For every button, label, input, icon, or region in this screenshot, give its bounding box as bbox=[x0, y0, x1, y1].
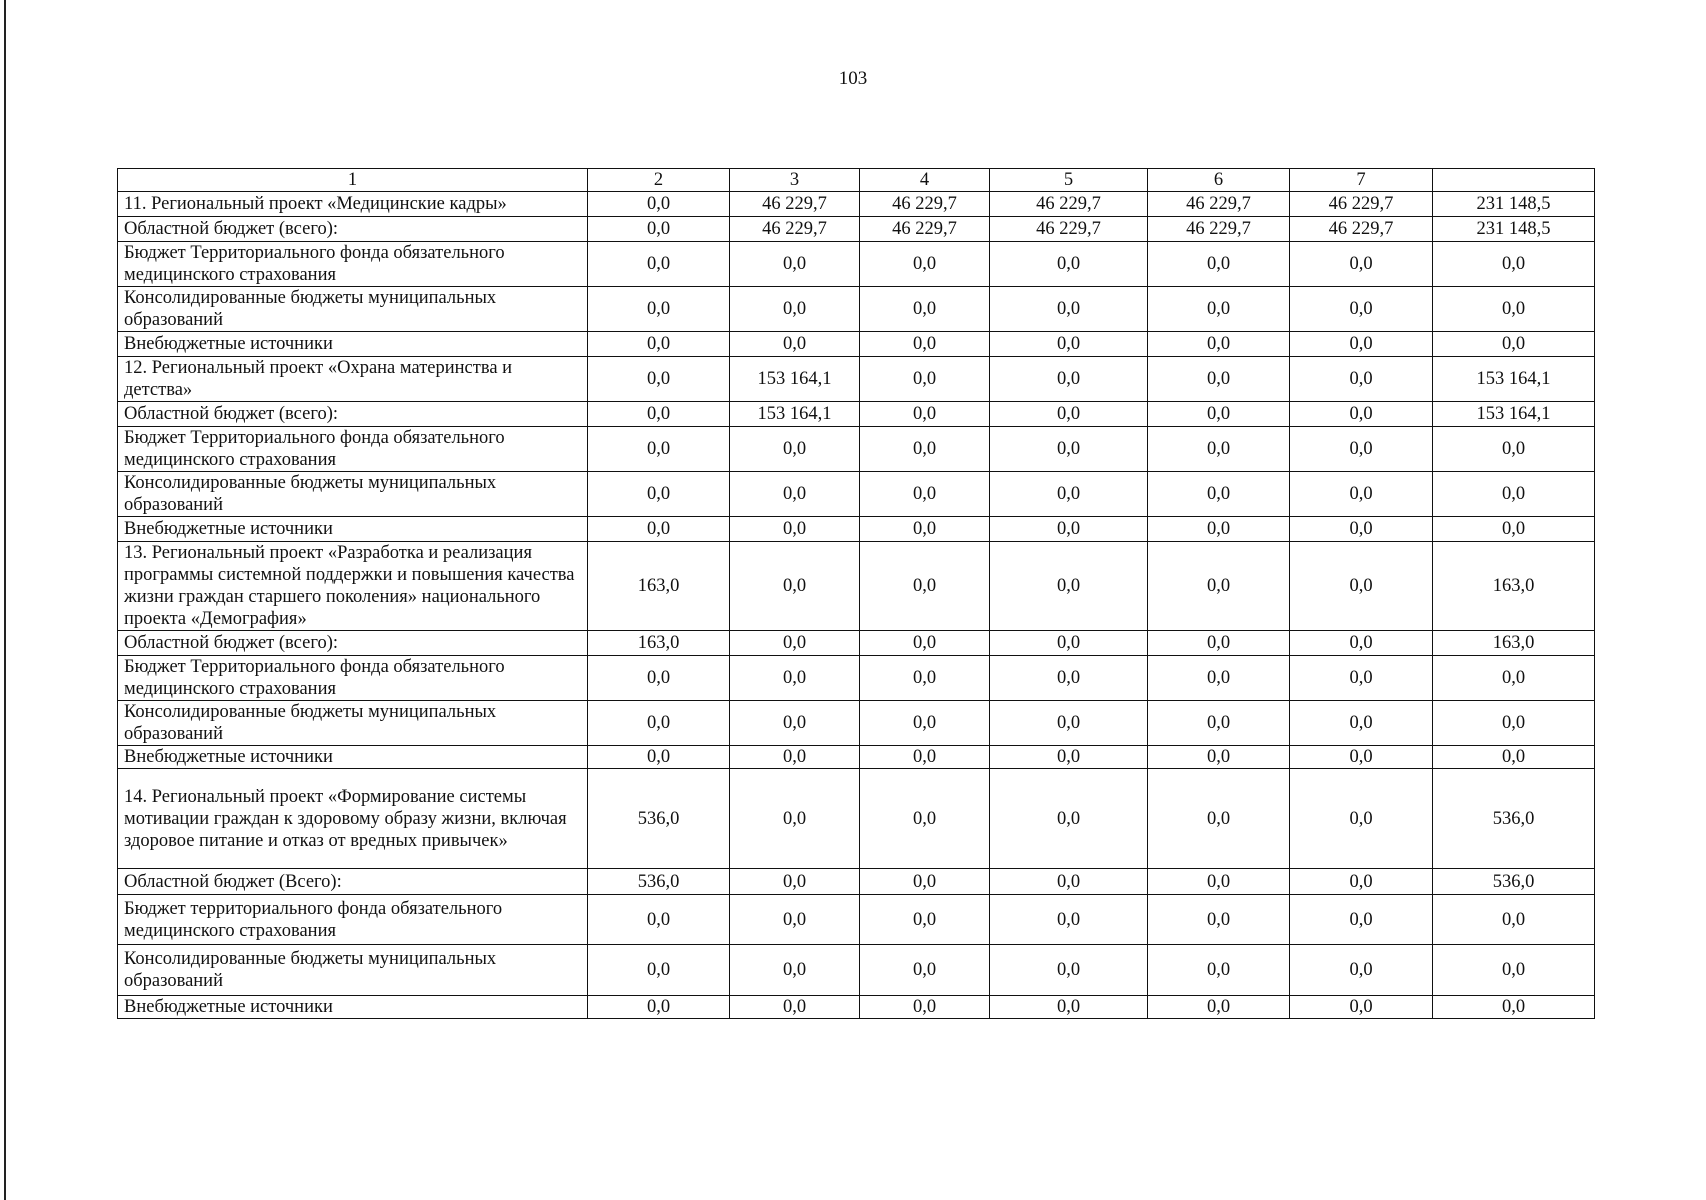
value-cell: 0,0 bbox=[730, 656, 860, 701]
value-cell: 46 229,7 bbox=[1148, 192, 1290, 217]
value-cell: 0,0 bbox=[1290, 945, 1433, 996]
value-cell: 0,0 bbox=[1433, 427, 1595, 472]
value-cell: 163,0 bbox=[1433, 631, 1595, 656]
row-label: Внебюджетные источники bbox=[118, 517, 588, 542]
value-cell: 0,0 bbox=[1433, 656, 1595, 701]
value-cell: 0,0 bbox=[730, 332, 860, 357]
value-cell: 0,0 bbox=[1290, 517, 1433, 542]
column-header: 2 bbox=[588, 169, 730, 192]
row-label: Областной бюджет (всего): bbox=[118, 217, 588, 242]
value-cell: 0,0 bbox=[860, 945, 990, 996]
value-cell: 0,0 bbox=[860, 656, 990, 701]
value-cell: 46 229,7 bbox=[990, 217, 1148, 242]
row-label: 11. Региональный проект «Медицинские кадры» bbox=[118, 192, 588, 217]
value-cell: 0,0 bbox=[588, 192, 730, 217]
value-cell: 0,0 bbox=[860, 746, 990, 769]
value-cell: 0,0 bbox=[1290, 656, 1433, 701]
value-cell: 46 229,7 bbox=[860, 192, 990, 217]
value-cell: 46 229,7 bbox=[990, 192, 1148, 217]
table-row bbox=[118, 472, 1595, 517]
table-row bbox=[118, 746, 1595, 769]
value-cell: 0,0 bbox=[1148, 287, 1290, 332]
value-cell: 46 229,7 bbox=[1290, 217, 1433, 242]
value-cell: 0,0 bbox=[1148, 945, 1290, 996]
row-label: Консолидированные бюджеты муниципальных образований bbox=[118, 472, 588, 517]
value-cell: 0,0 bbox=[730, 517, 860, 542]
value-cell: 0,0 bbox=[730, 769, 860, 869]
value-cell: 0,0 bbox=[730, 996, 860, 1019]
value-cell: 0,0 bbox=[1433, 287, 1595, 332]
value-cell: 0,0 bbox=[1148, 402, 1290, 427]
value-cell: 0,0 bbox=[990, 402, 1148, 427]
value-cell: 0,0 bbox=[860, 701, 990, 746]
table-row bbox=[118, 517, 1595, 542]
value-cell: 0,0 bbox=[1433, 746, 1595, 769]
value-cell: 0,0 bbox=[860, 427, 990, 472]
table-row bbox=[118, 402, 1595, 427]
value-cell: 0,0 bbox=[1290, 357, 1433, 402]
value-cell: 0,0 bbox=[1148, 542, 1290, 631]
value-cell: 231 148,5 bbox=[1433, 217, 1595, 242]
value-cell: 0,0 bbox=[1290, 769, 1433, 869]
value-cell: 0,0 bbox=[588, 517, 730, 542]
value-cell: 0,0 bbox=[730, 631, 860, 656]
value-cell: 0,0 bbox=[1290, 402, 1433, 427]
value-cell: 0,0 bbox=[1148, 869, 1290, 895]
value-cell: 46 229,7 bbox=[860, 217, 990, 242]
value-cell: 0,0 bbox=[990, 357, 1148, 402]
table-row bbox=[118, 631, 1595, 656]
value-cell: 0,0 bbox=[588, 402, 730, 427]
page-number: 103 bbox=[838, 68, 868, 89]
row-label: Внебюджетные источники bbox=[118, 746, 588, 769]
value-cell: 0,0 bbox=[990, 242, 1148, 287]
value-cell: 0,0 bbox=[860, 996, 990, 1019]
column-header: 5 bbox=[990, 169, 1148, 192]
value-cell: 0,0 bbox=[1148, 427, 1290, 472]
table-row bbox=[118, 427, 1595, 472]
value-cell: 0,0 bbox=[860, 542, 990, 631]
value-cell: 0,0 bbox=[730, 945, 860, 996]
value-cell: 0,0 bbox=[1433, 945, 1595, 996]
table-row bbox=[118, 701, 1595, 746]
column-header: 3 bbox=[730, 169, 860, 192]
value-cell: 0,0 bbox=[1148, 746, 1290, 769]
value-cell: 0,0 bbox=[990, 631, 1148, 656]
value-cell: 153 164,1 bbox=[730, 357, 860, 402]
value-cell: 0,0 bbox=[1148, 517, 1290, 542]
value-cell: 0,0 bbox=[588, 427, 730, 472]
value-cell: 0,0 bbox=[1148, 357, 1290, 402]
row-label: Консолидированные бюджеты муниципальных образований bbox=[118, 287, 588, 332]
value-cell: 0,0 bbox=[1148, 332, 1290, 357]
value-cell: 0,0 bbox=[990, 472, 1148, 517]
value-cell: 536,0 bbox=[588, 769, 730, 869]
value-cell: 0,0 bbox=[990, 701, 1148, 746]
value-cell: 0,0 bbox=[1433, 242, 1595, 287]
value-cell: 0,0 bbox=[1290, 869, 1433, 895]
value-cell: 0,0 bbox=[990, 287, 1148, 332]
value-cell: 0,0 bbox=[730, 242, 860, 287]
value-cell: 0,0 bbox=[1290, 242, 1433, 287]
value-cell: 0,0 bbox=[730, 869, 860, 895]
value-cell: 0,0 bbox=[1290, 746, 1433, 769]
value-cell: 0,0 bbox=[588, 656, 730, 701]
value-cell: 0,0 bbox=[860, 402, 990, 427]
table-row bbox=[118, 217, 1595, 242]
value-cell: 0,0 bbox=[1148, 242, 1290, 287]
value-cell: 0,0 bbox=[730, 287, 860, 332]
value-cell: 231 148,5 bbox=[1433, 192, 1595, 217]
column-header bbox=[1433, 169, 1595, 192]
value-cell: 0,0 bbox=[588, 217, 730, 242]
column-header: 4 bbox=[860, 169, 990, 192]
value-cell: 46 229,7 bbox=[1290, 192, 1433, 217]
row-label: 13. Региональный проект «Разработка и реализация программы системной поддержки и повышения качества жизни граждан старшего поколения» национального проекта «Демография» bbox=[118, 542, 588, 631]
value-cell: 0,0 bbox=[588, 242, 730, 287]
value-cell: 0,0 bbox=[1290, 287, 1433, 332]
value-cell: 0,0 bbox=[588, 332, 730, 357]
value-cell: 0,0 bbox=[860, 517, 990, 542]
value-cell: 0,0 bbox=[1290, 332, 1433, 357]
value-cell: 0,0 bbox=[990, 746, 1148, 769]
value-cell: 0,0 bbox=[588, 472, 730, 517]
value-cell: 163,0 bbox=[588, 631, 730, 656]
value-cell: 0,0 bbox=[1290, 701, 1433, 746]
value-cell: 163,0 bbox=[588, 542, 730, 631]
value-cell: 0,0 bbox=[860, 332, 990, 357]
value-cell: 0,0 bbox=[1433, 332, 1595, 357]
value-cell: 0,0 bbox=[730, 701, 860, 746]
value-cell: 0,0 bbox=[588, 945, 730, 996]
value-cell: 0,0 bbox=[1290, 427, 1433, 472]
table-row bbox=[118, 996, 1595, 1019]
row-label: Бюджет Территориального фонда обязательного медицинского страхования bbox=[118, 427, 588, 472]
value-cell: 0,0 bbox=[1148, 996, 1290, 1019]
value-cell: 0,0 bbox=[860, 357, 990, 402]
row-label: 14. Региональный проект «Формирование системы мотивации граждан к здоровому образу жизни, включая здоровое питание и отказ от вредных привычек» bbox=[118, 769, 588, 869]
value-cell: 0,0 bbox=[588, 895, 730, 945]
value-cell: 0,0 bbox=[730, 472, 860, 517]
value-cell: 0,0 bbox=[1290, 996, 1433, 1019]
row-label: Бюджет Территориального фонда обязательного медицинского страхования bbox=[118, 242, 588, 287]
scan-edge-line bbox=[4, 0, 6, 1200]
value-cell: 0,0 bbox=[1290, 895, 1433, 945]
value-cell: 0,0 bbox=[1290, 542, 1433, 631]
value-cell: 0,0 bbox=[860, 895, 990, 945]
column-header: 7 bbox=[1290, 169, 1433, 192]
table-row bbox=[118, 895, 1595, 945]
value-cell: 0,0 bbox=[588, 996, 730, 1019]
value-cell: 0,0 bbox=[1433, 996, 1595, 1019]
value-cell: 0,0 bbox=[1290, 631, 1433, 656]
row-label: Областной бюджет (Всего): bbox=[118, 869, 588, 895]
value-cell: 0,0 bbox=[730, 427, 860, 472]
value-cell: 153 164,1 bbox=[1433, 402, 1595, 427]
table-row bbox=[118, 769, 1595, 869]
table-header-row bbox=[118, 169, 1595, 192]
value-cell: 0,0 bbox=[860, 869, 990, 895]
value-cell: 0,0 bbox=[588, 746, 730, 769]
value-cell: 46 229,7 bbox=[730, 217, 860, 242]
value-cell: 0,0 bbox=[1433, 895, 1595, 945]
value-cell: 0,0 bbox=[730, 542, 860, 631]
value-cell: 0,0 bbox=[1433, 517, 1595, 542]
value-cell: 0,0 bbox=[730, 746, 860, 769]
table-row bbox=[118, 656, 1595, 701]
value-cell: 0,0 bbox=[588, 701, 730, 746]
value-cell: 0,0 bbox=[588, 357, 730, 402]
row-label: Внебюджетные источники bbox=[118, 996, 588, 1019]
value-cell: 0,0 bbox=[990, 542, 1148, 631]
row-label: Бюджет Территориального фонда обязательного медицинского страхования bbox=[118, 656, 588, 701]
value-cell: 163,0 bbox=[1433, 542, 1595, 631]
value-cell: 536,0 bbox=[1433, 769, 1595, 869]
value-cell: 0,0 bbox=[1148, 472, 1290, 517]
table-row bbox=[118, 869, 1595, 895]
value-cell: 0,0 bbox=[1148, 769, 1290, 869]
value-cell: 0,0 bbox=[990, 656, 1148, 701]
value-cell: 0,0 bbox=[990, 769, 1148, 869]
value-cell: 0,0 bbox=[1148, 895, 1290, 945]
table-row bbox=[118, 287, 1595, 332]
table-row bbox=[118, 192, 1595, 217]
table-row bbox=[118, 542, 1595, 631]
value-cell: 0,0 bbox=[860, 631, 990, 656]
value-cell: 46 229,7 bbox=[1148, 217, 1290, 242]
value-cell: 46 229,7 bbox=[730, 192, 860, 217]
row-label: Консолидированные бюджеты муниципальных образований bbox=[118, 701, 588, 746]
value-cell: 0,0 bbox=[860, 769, 990, 869]
row-label: Областной бюджет (всего): bbox=[118, 402, 588, 427]
value-cell: 0,0 bbox=[990, 895, 1148, 945]
value-cell: 536,0 bbox=[1433, 869, 1595, 895]
column-header: 6 bbox=[1148, 169, 1290, 192]
value-cell: 153 164,1 bbox=[1433, 357, 1595, 402]
value-cell: 536,0 bbox=[588, 869, 730, 895]
value-cell: 0,0 bbox=[990, 996, 1148, 1019]
value-cell: 0,0 bbox=[990, 517, 1148, 542]
value-cell: 0,0 bbox=[990, 332, 1148, 357]
value-cell: 0,0 bbox=[990, 427, 1148, 472]
table-row bbox=[118, 357, 1595, 402]
value-cell: 0,0 bbox=[860, 287, 990, 332]
budget-table-body bbox=[118, 169, 1595, 1019]
value-cell: 0,0 bbox=[990, 945, 1148, 996]
column-header: 1 bbox=[118, 169, 588, 192]
value-cell: 0,0 bbox=[860, 242, 990, 287]
row-label: Областной бюджет (всего): bbox=[118, 631, 588, 656]
value-cell: 0,0 bbox=[1148, 701, 1290, 746]
value-cell: 0,0 bbox=[860, 472, 990, 517]
value-cell: 0,0 bbox=[1433, 701, 1595, 746]
value-cell: 0,0 bbox=[730, 895, 860, 945]
table-row bbox=[118, 332, 1595, 357]
row-label: Консолидированные бюджеты муниципальных образований bbox=[118, 945, 588, 996]
value-cell: 0,0 bbox=[990, 869, 1148, 895]
table-row bbox=[118, 242, 1595, 287]
value-cell: 0,0 bbox=[1433, 472, 1595, 517]
value-cell: 0,0 bbox=[1148, 656, 1290, 701]
budget-table bbox=[117, 168, 1595, 1019]
value-cell: 0,0 bbox=[1148, 631, 1290, 656]
row-label: Внебюджетные источники bbox=[118, 332, 588, 357]
table-row bbox=[118, 945, 1595, 996]
row-label: Бюджет территориального фонда обязательного медицинского страхования bbox=[118, 895, 588, 945]
value-cell: 0,0 bbox=[588, 287, 730, 332]
value-cell: 153 164,1 bbox=[730, 402, 860, 427]
value-cell: 0,0 bbox=[1290, 472, 1433, 517]
row-label: 12. Региональный проект «Охрана материнства и детства» bbox=[118, 357, 588, 402]
